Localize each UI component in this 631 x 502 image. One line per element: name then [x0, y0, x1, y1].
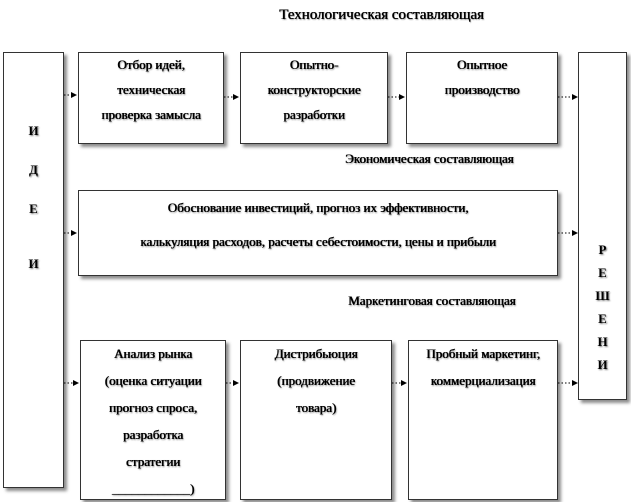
- text-line: прогноз спроса,: [108, 400, 198, 415]
- text-line: калькуляция расходов, расчеты себестоимости, цены и прибыли: [140, 234, 496, 249]
- text-line: Пробный маркетинг,: [426, 346, 540, 361]
- text-line: разработки: [283, 107, 345, 122]
- econ-text: [78, 191, 558, 259]
- title-technological: Технологическая составляющая: [279, 7, 484, 23]
- text-line: разработка: [122, 427, 184, 442]
- text-line: стратегии: [125, 454, 181, 469]
- text-line: товара): [295, 400, 337, 415]
- ideas-letter: Д: [29, 162, 38, 177]
- decision-letter: Е: [598, 311, 607, 326]
- market-step-test-marketing-text: [404, 340, 562, 394]
- ideas-label: [3, 123, 64, 272]
- text-line: конструкторские: [267, 82, 361, 97]
- ideas-letter: Е: [29, 201, 38, 216]
- market-step-distribution-text: [240, 340, 392, 421]
- decision-letter: Е: [598, 265, 607, 280]
- text-line: техническая: [117, 82, 185, 97]
- title-marketing: Маркетинговая составляющая: [348, 293, 516, 308]
- text-line: Анализ рынка: [113, 346, 193, 361]
- tech-step-rnd-text: [240, 52, 388, 127]
- tech-step-idea-selection-text: [78, 52, 224, 127]
- text-line: производство: [444, 82, 520, 97]
- text-line: Опытно-: [289, 57, 339, 72]
- title-economic: Экономическая составляющая: [345, 151, 514, 166]
- decision-letter: Р: [598, 242, 607, 257]
- decision-letter: Ш: [595, 288, 610, 303]
- market-step-analysis-text: [80, 340, 226, 502]
- text-line: ____________): [111, 481, 195, 496]
- text-line: Опытное: [456, 57, 508, 72]
- text-line: проверка замысла: [101, 107, 201, 122]
- tech-step-pilot-production-text: [406, 52, 558, 102]
- decision-label: [578, 238, 627, 376]
- text-line: Отбор идей,: [117, 57, 185, 72]
- text-line: коммерциализация: [430, 373, 536, 388]
- decision-letter: Н: [597, 334, 608, 349]
- decision-letter: И: [597, 357, 608, 372]
- text-line: Обоснование инвестиций, прогноз их эффективности,: [167, 200, 469, 215]
- ideas-letter: И: [28, 123, 39, 138]
- text-line: (продвижение: [277, 373, 355, 388]
- text-line: Дистрибьюция: [274, 346, 358, 361]
- text-line: (оценка ситуации: [104, 373, 202, 388]
- ideas-letter: И: [28, 256, 39, 271]
